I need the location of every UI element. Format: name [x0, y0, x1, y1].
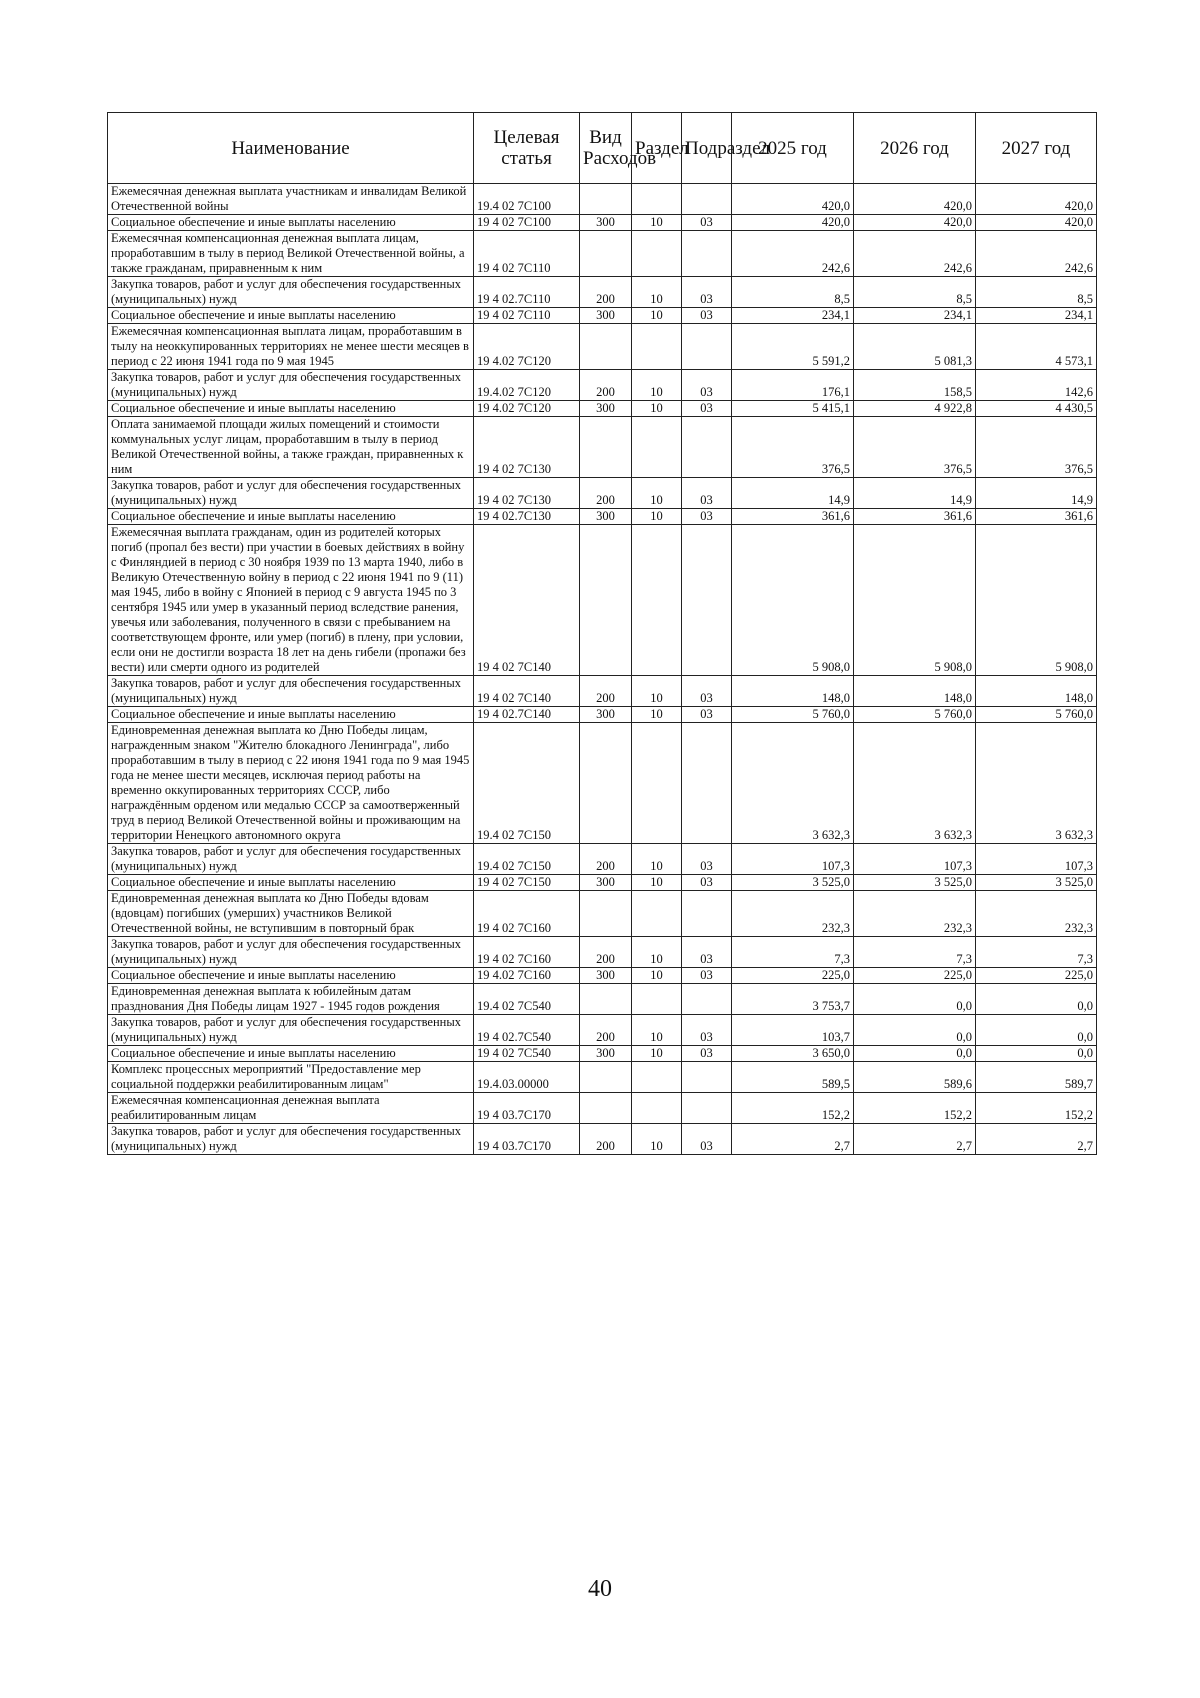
cell-name: Единовременная денежная выплата ко Дню Победы вдовам (вдовцам) погибших (умерших) участников Великой Отечественной войны, не вступившим в повторный брак [108, 891, 474, 937]
cell-2027: 361,6 [976, 509, 1097, 525]
table-row [108, 478, 1097, 509]
cell-expense-type: 300 [580, 1046, 632, 1062]
cell-2027: 420,0 [976, 215, 1097, 231]
table-row [108, 937, 1097, 968]
cell-expense-type: 300 [580, 875, 632, 891]
cell-name: Закупка товаров, работ и услуг для обеспечения государственных (муниципальных) нужд [108, 676, 474, 707]
cell-2027: 420,0 [976, 184, 1097, 215]
cell-section [632, 723, 682, 844]
cell-target-article: 19.4 02 7С540 [474, 984, 580, 1015]
cell-expense-type: 200 [580, 370, 632, 401]
cell-name: Закупка товаров, работ и услуг для обеспечения государственных (муниципальных) нужд [108, 277, 474, 308]
cell-section [632, 525, 682, 676]
cell-name: Закупка товаров, работ и услуг для обеспечения государственных (муниципальных) нужд [108, 478, 474, 509]
cell-expense-type [580, 891, 632, 937]
header-2027: 2027 год [976, 113, 1097, 184]
cell-2025: 232,3 [732, 891, 854, 937]
cell-subsection [682, 723, 732, 844]
cell-subsection: 03 [682, 968, 732, 984]
cell-name: Социальное обеспечение и иные выплаты населению [108, 875, 474, 891]
cell-2025: 242,6 [732, 231, 854, 277]
cell-expense-type [580, 984, 632, 1015]
cell-2026: 420,0 [854, 215, 976, 231]
cell-expense-type [580, 525, 632, 676]
cell-2027: 148,0 [976, 676, 1097, 707]
cell-section: 10 [632, 308, 682, 324]
cell-name: Единовременная денежная выплата ко Дню Победы лицам, награжденным знаком "Жителю блокадного Ленинграда", либо проработавшим в тылу в период с 22 июня 1941 года по 9 мая 1945 года не менее шести месяцев, исключая период работы на временно оккупированных территориях СССР, либо награждённым орденом или медалью СССР за самоотверженный труд в период Великой Отечественной войны и проживающим на территории Ненецкого автономного округа [108, 723, 474, 844]
cell-2027: 142,6 [976, 370, 1097, 401]
cell-section: 10 [632, 370, 682, 401]
table-row [108, 1046, 1097, 1062]
cell-2025: 14,9 [732, 478, 854, 509]
cell-2027: 0,0 [976, 984, 1097, 1015]
header-2026: 2026 год [854, 113, 976, 184]
table-row [108, 984, 1097, 1015]
table-row [108, 1093, 1097, 1124]
cell-subsection: 03 [682, 937, 732, 968]
cell-2025: 8,5 [732, 277, 854, 308]
cell-subsection: 03 [682, 401, 732, 417]
cell-section: 10 [632, 215, 682, 231]
cell-2025: 103,7 [732, 1015, 854, 1046]
cell-target-article: 19 4 02.7С110 [474, 277, 580, 308]
table-row [108, 525, 1097, 676]
table-row [108, 1124, 1097, 1155]
cell-2025: 589,5 [732, 1062, 854, 1093]
cell-subsection: 03 [682, 1015, 732, 1046]
cell-expense-type: 200 [580, 937, 632, 968]
cell-2027: 152,2 [976, 1093, 1097, 1124]
cell-name: Ежемесячная денежная выплата участникам и инвалидам Великой Отечественной войны [108, 184, 474, 215]
cell-target-article: 19.4 02 7С100 [474, 184, 580, 215]
table-row [108, 891, 1097, 937]
cell-section: 10 [632, 676, 682, 707]
cell-2025: 234,1 [732, 308, 854, 324]
cell-name: Закупка товаров, работ и услуг для обеспечения государственных (муниципальных) нужд [108, 844, 474, 875]
cell-target-article: 19 4.02 7С120 [474, 401, 580, 417]
cell-name: Социальное обеспечение и иные выплаты населению [108, 215, 474, 231]
cell-name: Ежемесячная выплата гражданам, один из родителей которых погиб (пропал без вести) при участии в боевых действиях в войну с Финляндией в период с 30 ноября 1939 по 13 марта 1940, либо в Великую Отечественную войну в период с 22 июня 1941 по 9 (11) мая 1945, либо в войну с Японией в период с 9 августа 1945 по 3 сентября 1945 или умер в указанный период вследствие ранения, увечья или заболевания, полученного в связи с пребыванием на соответствующем фронте, или умер (погиб) в плену, при условии, если они не достигли возраста 18 лет на день гибели (пропажи без вести) или смерти одного из родителей [108, 525, 474, 676]
cell-name: Социальное обеспечение и иные выплаты населению [108, 968, 474, 984]
cell-2026: 4 922,8 [854, 401, 976, 417]
cell-target-article: 19.4.02 7С120 [474, 370, 580, 401]
cell-2027: 4 573,1 [976, 324, 1097, 370]
cell-subsection: 03 [682, 370, 732, 401]
table-row [108, 509, 1097, 525]
table-row [108, 308, 1097, 324]
header-2025: 2025 год [732, 113, 854, 184]
cell-2026: 152,2 [854, 1093, 976, 1124]
cell-2025: 2,7 [732, 1124, 854, 1155]
cell-2025: 3 650,0 [732, 1046, 854, 1062]
cell-name: Ежемесячная компенсационная денежная выплата реабилитированным лицам [108, 1093, 474, 1124]
cell-2025: 5 591,2 [732, 324, 854, 370]
cell-2027: 234,1 [976, 308, 1097, 324]
table-row [108, 1015, 1097, 1046]
cell-2025: 5 415,1 [732, 401, 854, 417]
cell-2027: 5 908,0 [976, 525, 1097, 676]
table-row [108, 723, 1097, 844]
cell-2026: 5 081,3 [854, 324, 976, 370]
cell-section: 10 [632, 875, 682, 891]
cell-2026: 148,0 [854, 676, 976, 707]
cell-target-article: 19 4 02 7С100 [474, 215, 580, 231]
cell-expense-type: 200 [580, 844, 632, 875]
cell-expense-type: 200 [580, 676, 632, 707]
cell-target-article: 19 4.02 7С120 [474, 324, 580, 370]
cell-2027: 5 760,0 [976, 707, 1097, 723]
cell-subsection [682, 324, 732, 370]
cell-2025: 420,0 [732, 215, 854, 231]
cell-section: 10 [632, 968, 682, 984]
cell-2027: 3 525,0 [976, 875, 1097, 891]
cell-section [632, 1062, 682, 1093]
cell-2025: 176,1 [732, 370, 854, 401]
cell-expense-type: 200 [580, 478, 632, 509]
cell-subsection: 03 [682, 308, 732, 324]
cell-subsection: 03 [682, 676, 732, 707]
cell-subsection: 03 [682, 215, 732, 231]
cell-subsection [682, 891, 732, 937]
cell-2026: 7,3 [854, 937, 976, 968]
cell-section: 10 [632, 1124, 682, 1155]
cell-target-article: 19 4 02 7С140 [474, 676, 580, 707]
cell-target-article: 19 4 02 7С540 [474, 1046, 580, 1062]
cell-name: Закупка товаров, работ и услуг для обеспечения государственных (муниципальных) нужд [108, 937, 474, 968]
cell-2025: 376,5 [732, 417, 854, 478]
cell-expense-type: 300 [580, 707, 632, 723]
cell-expense-type [580, 324, 632, 370]
cell-2026: 8,5 [854, 277, 976, 308]
cell-target-article: 19 4 02 7С150 [474, 875, 580, 891]
table-row [108, 417, 1097, 478]
cell-target-article: 19 4 02 7С160 [474, 937, 580, 968]
cell-section: 10 [632, 844, 682, 875]
cell-2026: 3 632,3 [854, 723, 976, 844]
cell-target-article: 19 4 03.7С170 [474, 1093, 580, 1124]
cell-2026: 589,6 [854, 1062, 976, 1093]
cell-expense-type [580, 417, 632, 478]
cell-2026: 420,0 [854, 184, 976, 215]
cell-2026: 376,5 [854, 417, 976, 478]
cell-2026: 107,3 [854, 844, 976, 875]
cell-2027: 2,7 [976, 1124, 1097, 1155]
page-number: 40 [588, 1576, 612, 1602]
cell-2025: 5 760,0 [732, 707, 854, 723]
cell-2025: 3 753,7 [732, 984, 854, 1015]
cell-subsection: 03 [682, 1124, 732, 1155]
table-row [108, 401, 1097, 417]
cell-expense-type: 300 [580, 509, 632, 525]
cell-expense-type: 200 [580, 277, 632, 308]
cell-subsection [682, 231, 732, 277]
cell-2026: 5 908,0 [854, 525, 976, 676]
cell-subsection [682, 984, 732, 1015]
header-subsection: Подраздел [682, 113, 732, 184]
table-row [108, 968, 1097, 984]
cell-2027: 8,5 [976, 277, 1097, 308]
cell-name: Социальное обеспечение и иные выплаты населению [108, 308, 474, 324]
cell-2027: 232,3 [976, 891, 1097, 937]
cell-name: Социальное обеспечение и иные выплаты населению [108, 401, 474, 417]
cell-section: 10 [632, 1046, 682, 1062]
cell-2025: 5 908,0 [732, 525, 854, 676]
cell-section: 10 [632, 937, 682, 968]
cell-target-article: 19 4 02.7С130 [474, 509, 580, 525]
cell-expense-type [580, 1062, 632, 1093]
cell-expense-type [580, 184, 632, 215]
cell-2025: 3 632,3 [732, 723, 854, 844]
table-row [108, 231, 1097, 277]
cell-section: 10 [632, 401, 682, 417]
cell-name: Оплата занимаемой площади жилых помещений и стоимости коммунальных услуг лицам, проработавшим в тылу в период Великой Отечественной войны, а также граждан, приравненных к ним [108, 417, 474, 478]
cell-target-article: 19 4 02.7С540 [474, 1015, 580, 1046]
cell-name: Ежемесячная компенсационная выплата лицам, проработавшим в тылу на неоккупированных территориях не менее шести месяцев в период с 22 июня 1941 года по 9 мая 1945 [108, 324, 474, 370]
cell-2026: 0,0 [854, 1046, 976, 1062]
cell-subsection: 03 [682, 875, 732, 891]
table-body [108, 184, 1097, 1155]
cell-section: 10 [632, 707, 682, 723]
cell-section [632, 984, 682, 1015]
cell-target-article: 19 4 02 7С110 [474, 308, 580, 324]
cell-target-article: 19 4 02 7С110 [474, 231, 580, 277]
cell-subsection: 03 [682, 509, 732, 525]
cell-target-article: 19 4.02 7С160 [474, 968, 580, 984]
cell-2025: 152,2 [732, 1093, 854, 1124]
cell-2026: 0,0 [854, 984, 976, 1015]
cell-2025: 107,3 [732, 844, 854, 875]
cell-2026: 234,1 [854, 308, 976, 324]
cell-2026: 14,9 [854, 478, 976, 509]
table-row [108, 184, 1097, 215]
cell-2027: 4 430,5 [976, 401, 1097, 417]
cell-section [632, 891, 682, 937]
cell-subsection [682, 184, 732, 215]
cell-2026: 232,3 [854, 891, 976, 937]
cell-2025: 7,3 [732, 937, 854, 968]
cell-2027: 107,3 [976, 844, 1097, 875]
cell-2025: 148,0 [732, 676, 854, 707]
cell-section [632, 184, 682, 215]
cell-expense-type: 300 [580, 308, 632, 324]
table-row [108, 875, 1097, 891]
cell-expense-type: 300 [580, 401, 632, 417]
header-target-article: Целевая статья [474, 113, 580, 184]
table-row [108, 277, 1097, 308]
cell-2027: 14,9 [976, 478, 1097, 509]
budget-table [107, 112, 1097, 1155]
cell-2027: 376,5 [976, 417, 1097, 478]
cell-target-article: 19 4 02 7С140 [474, 525, 580, 676]
cell-name: Социальное обеспечение и иные выплаты населению [108, 707, 474, 723]
table-row [108, 1062, 1097, 1093]
table-row [108, 844, 1097, 875]
cell-2026: 0,0 [854, 1015, 976, 1046]
table-row [108, 370, 1097, 401]
cell-expense-type: 200 [580, 1015, 632, 1046]
cell-name: Единовременная денежная выплата к юбилейным датам празднования Дня Победы лицам 1927 - 1945 годов рождения [108, 984, 474, 1015]
cell-expense-type: 300 [580, 215, 632, 231]
cell-2027: 0,0 [976, 1015, 1097, 1046]
cell-2027: 0,0 [976, 1046, 1097, 1062]
cell-target-article: 19.4 02 7С150 [474, 723, 580, 844]
cell-section [632, 417, 682, 478]
cell-section: 10 [632, 478, 682, 509]
cell-name: Закупка товаров, работ и услуг для обеспечения государственных (муниципальных) нужд [108, 370, 474, 401]
cell-expense-type: 200 [580, 1124, 632, 1155]
table-row [108, 215, 1097, 231]
table-row [108, 324, 1097, 370]
cell-2026: 5 760,0 [854, 707, 976, 723]
cell-subsection: 03 [682, 1046, 732, 1062]
cell-name: Социальное обеспечение и иные выплаты населению [108, 1046, 474, 1062]
header-name: Наименование [108, 113, 474, 184]
cell-2027: 225,0 [976, 968, 1097, 984]
cell-target-article: 19.4 02 7С150 [474, 844, 580, 875]
cell-2026: 3 525,0 [854, 875, 976, 891]
cell-target-article: 19 4 02.7С140 [474, 707, 580, 723]
cell-subsection [682, 1093, 732, 1124]
cell-2026: 2,7 [854, 1124, 976, 1155]
cell-subsection: 03 [682, 844, 732, 875]
cell-target-article: 19 4 02 7С130 [474, 478, 580, 509]
cell-2027: 3 632,3 [976, 723, 1097, 844]
cell-expense-type: 300 [580, 968, 632, 984]
cell-name: Закупка товаров, работ и услуг для обеспечения государственных (муниципальных) нужд [108, 1124, 474, 1155]
cell-2026: 225,0 [854, 968, 976, 984]
cell-target-article: 19 4 02 7С160 [474, 891, 580, 937]
cell-section: 10 [632, 1015, 682, 1046]
cell-subsection [682, 417, 732, 478]
cell-subsection: 03 [682, 707, 732, 723]
cell-2025: 225,0 [732, 968, 854, 984]
cell-2026: 158,5 [854, 370, 976, 401]
table-row [108, 707, 1097, 723]
cell-section [632, 324, 682, 370]
cell-subsection: 03 [682, 478, 732, 509]
cell-subsection: 03 [682, 277, 732, 308]
cell-section [632, 231, 682, 277]
cell-name: Социальное обеспечение и иные выплаты населению [108, 509, 474, 525]
cell-expense-type [580, 1093, 632, 1124]
cell-section: 10 [632, 277, 682, 308]
header-row [108, 113, 1097, 184]
cell-name: Комплекс процессных мероприятий "Предоставление мер социальной поддержки реабилитированным лицам" [108, 1062, 474, 1093]
cell-2027: 7,3 [976, 937, 1097, 968]
header-expense-type: Вид Расходов [580, 113, 632, 184]
cell-2025: 361,6 [732, 509, 854, 525]
cell-2027: 242,6 [976, 231, 1097, 277]
header-section: Раздел [632, 113, 682, 184]
cell-subsection [682, 1062, 732, 1093]
cell-target-article: 19 4 02 7С130 [474, 417, 580, 478]
cell-section [632, 1093, 682, 1124]
table-row [108, 676, 1097, 707]
cell-expense-type [580, 723, 632, 844]
cell-section: 10 [632, 509, 682, 525]
cell-expense-type [580, 231, 632, 277]
cell-target-article: 19 4 03.7С170 [474, 1124, 580, 1155]
cell-2025: 3 525,0 [732, 875, 854, 891]
cell-2026: 361,6 [854, 509, 976, 525]
cell-name: Закупка товаров, работ и услуг для обеспечения государственных (муниципальных) нужд [108, 1015, 474, 1046]
cell-name: Ежемесячная компенсационная денежная выплата лицам, проработавшим в тылу в период Великой Отечественной войны, а также гражданам, приравненным к ним [108, 231, 474, 277]
cell-2025: 420,0 [732, 184, 854, 215]
cell-subsection [682, 525, 732, 676]
cell-target-article: 19.4.03.00000 [474, 1062, 580, 1093]
cell-2027: 589,7 [976, 1062, 1097, 1093]
cell-2026: 242,6 [854, 231, 976, 277]
